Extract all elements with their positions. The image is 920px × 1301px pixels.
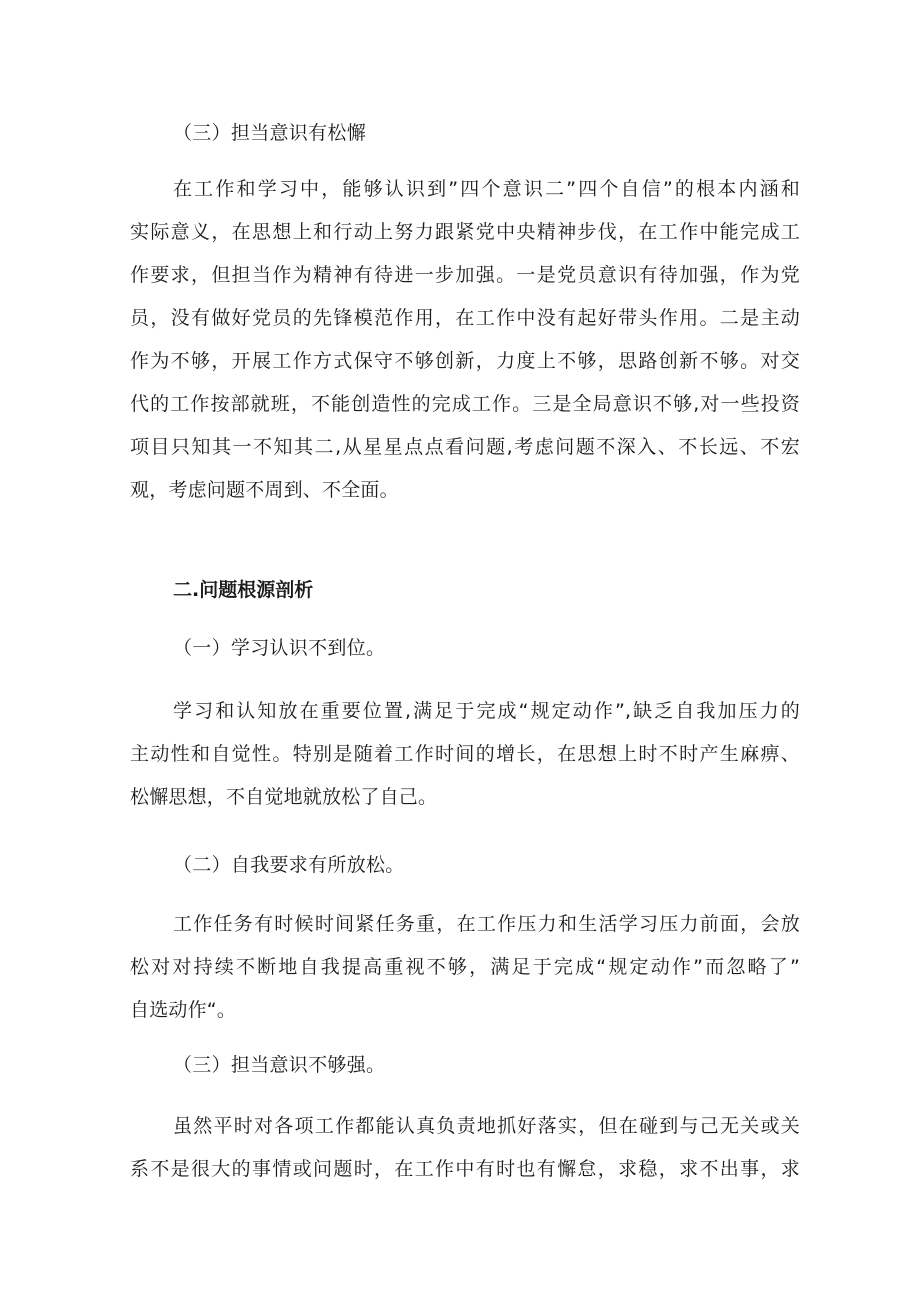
paragraph-line: 工作任务有时候时间紧任务重，在工作压力和生活学习压力前面，会放 bbox=[173, 913, 800, 935]
paragraph-accountability bbox=[130, 168, 800, 512]
paragraph-line: 松对对持续不断地自我提高重视不够，满足于完成“规定动作”而忽略了” bbox=[130, 956, 800, 978]
section-heading-root-cause: 二.问题根源剖析 bbox=[173, 579, 314, 601]
paragraph-self-requirement bbox=[130, 903, 800, 1032]
paragraph-line: 员，没有做好党员的先锋模范作用，在工作中没有起好带头作用。二是主动 bbox=[130, 307, 800, 329]
subheading-learning: （一）学习认识不到位。 bbox=[173, 637, 386, 659]
paragraph-line: 作为不够，开展工作方式保守不够创新，力度上不够，思路创新不够。对交 bbox=[130, 350, 800, 372]
paragraph-line: 虽然平时对各项工作都能认真负责地抓好落实，但在碰到与己无关或关 bbox=[173, 1115, 800, 1137]
paragraph-learning bbox=[130, 690, 800, 819]
subheading-self-requirement: （二）自我要求有所放松。 bbox=[173, 854, 405, 876]
paragraph-line: 在工作和学习中，能够认识到”四个意识二”四个自信”的根本内涵和 bbox=[173, 178, 800, 200]
paragraph-line: 项目只知其一不知其二,从星星点点看问题,考虑问题不深入、不长远、不宏 bbox=[130, 436, 800, 458]
section-heading-accountability: （三）担当意识有松懈 bbox=[173, 122, 367, 144]
paragraph-line: 代的工作按部就班，不能创造性的完成工作。三是全局意识不够,对一些投资 bbox=[130, 393, 800, 415]
paragraph-line: 观，考虑问题不周到、不全面。 bbox=[130, 479, 399, 501]
paragraph-line: 实际意义，在思想上和行动上努力跟紧党中央精神步伐，在工作中能完成工 bbox=[130, 221, 800, 243]
paragraph-line: 自选动作“。 bbox=[130, 999, 237, 1021]
paragraph-line: 系不是很大的事情或问题时，在工作中有时也有懈怠，求稳，求不出事，求 bbox=[130, 1158, 800, 1180]
paragraph-accountability-weak bbox=[130, 1105, 800, 1191]
subheading-accountability-weak: （三）担当意识不够强。 bbox=[173, 1054, 386, 1076]
paragraph-line: 主动性和自觉性。特别是随着工作时间的增长，在思想上时不时产生麻痹、 bbox=[130, 743, 800, 765]
paragraph-line: 学习和认知放在重要位置,满足于完成“规定动作”,缺乏自我加压力的 bbox=[173, 700, 800, 722]
paragraph-line: 作要求，但担当作为精神有待进一步加强。一是党员意识有待加强，作为党 bbox=[130, 264, 800, 286]
paragraph-line: 松懈思想，不自觉地就放松了自己。 bbox=[130, 786, 438, 808]
